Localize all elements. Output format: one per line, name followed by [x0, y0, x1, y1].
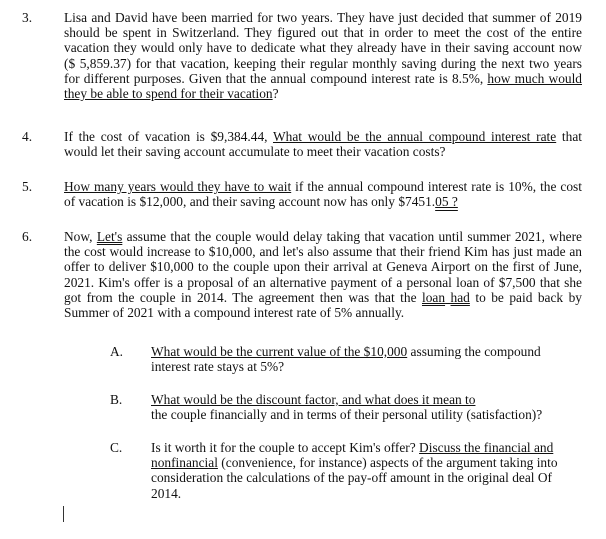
question-5-text	[64, 179, 582, 209]
subquestion-c-underlined: Discuss the financial and nonfinancial	[151, 440, 554, 471]
subquestion-c-text	[151, 440, 583, 501]
question-4-pre: If the cost of vacation is $9,384.44,	[64, 129, 273, 144]
question-4-number: 4.	[22, 129, 33, 144]
subquestion-a-underlined: What would be the current value of the $10,000	[151, 344, 408, 359]
question-4-post: that would let their saving account accumulate to meet their vacation costs?	[64, 129, 582, 160]
question-6-number: 6.	[22, 229, 33, 244]
question-5-number: 5.	[22, 179, 33, 194]
subquestion-b-underlined: What would be the discount factor, and what does it mean to	[151, 392, 476, 407]
subquestion-c-post: (convenience, for instance) aspects of the argument taking into consideration the calculations of the pay-off amount in the original deal Of 2014.	[151, 455, 558, 501]
text-cursor[interactable]	[63, 506, 64, 522]
question-3-text	[64, 10, 582, 101]
subquestion-c-label: C.	[110, 440, 123, 455]
question-3-end: ?	[272, 86, 279, 102]
question-4-text	[64, 129, 582, 159]
question-5-underlined: How many years would they have to wait	[64, 179, 292, 194]
question-6-part-2: assume that the couple would delay taking that vacation until summer 2021, where the cost would increase to $10,000, and let's also assume that their friend Kim has just made an offer to deliver $10,000 to the couple upon their arrival at Geneva Airport on the first of June, 2021. Kim's offer is a proposal of an alternative payment of a personal loan of $7,500 that she got from the couple in 2014. The agreement then was that the	[64, 229, 582, 305]
question-3-body: Lisa and David have been married for two years. They have just decided that summer of 2019 should be spent in Switzerland. They figured out that in order to meet the cost of the entire vacation they would only have to dedicate what they already have in their saving account now ($ 5,859.37) for that vacation, keeping their regular monthly saving during the next two years for different purposes. Given that the annual compound interest rate is 8.5%,	[64, 10, 582, 86]
subquestion-b-post: the couple financially and in terms of their personal utility (satisfaction)?	[151, 407, 543, 423]
question-6-part-3: to be paid back by Summer of 2021 with a compound interest rate of 5% annually.	[64, 289, 582, 321]
question-6-part-1: Now,	[64, 229, 97, 244]
subquestion-b-text	[151, 392, 583, 422]
question-4-underlined: What would be the annual compound interest rate	[272, 129, 557, 144]
question-6-lets: Let's	[96, 229, 123, 244]
question-3-number: 3.	[22, 10, 33, 25]
question-5-tail: 05 ?	[435, 194, 458, 210]
subquestion-b-label: B.	[110, 392, 123, 407]
subquestion-a-text	[151, 344, 583, 374]
question-6-text	[64, 229, 582, 320]
question-6-loan: loan	[422, 289, 446, 305]
subquestion-c-pre: Is it worth it for the couple to accept Kim's offer?	[151, 440, 420, 455]
question-5-post: if the annual compound interest rate is 10%, the cost of vacation is $12,000, and their saving account now has only $7451.	[64, 179, 582, 210]
question-3-underlined: how much would they be able to spend for their vacation	[64, 70, 582, 102]
question-6-had: had	[450, 289, 470, 305]
subquestion-a-post: assuming the compound interest rate stays at 5%?	[151, 344, 541, 375]
subquestion-a-label: A.	[110, 344, 124, 359]
